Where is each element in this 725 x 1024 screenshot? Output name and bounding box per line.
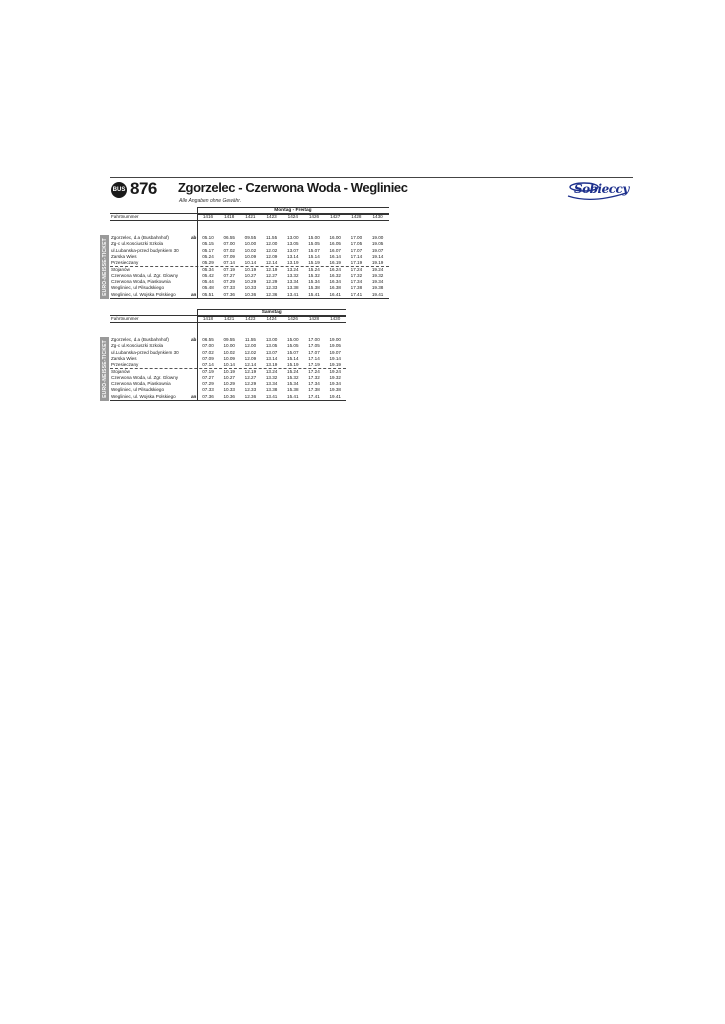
departure-time: 15.38 xyxy=(287,387,299,393)
day-header: Montag - Freitag xyxy=(197,207,389,215)
departure-time: 19.07 xyxy=(371,247,384,253)
departure-time: 17.00 xyxy=(308,337,320,342)
departure-time: 13.41 xyxy=(265,393,278,399)
departure-time: 06.55 xyxy=(202,337,214,342)
departure-time: 17.34 xyxy=(350,279,363,285)
departure-time: 19.14 xyxy=(371,253,384,259)
departure-time: 07.19 xyxy=(223,266,235,272)
departure-time: 17.38 xyxy=(350,285,363,291)
departure-time: 12.19 xyxy=(244,368,257,374)
stop-name: Czerwona Woda, ul. Zgr. Glowny xyxy=(111,272,179,278)
trip-number: 1427 xyxy=(330,214,341,219)
departure-time: 12.14 xyxy=(265,260,278,266)
departure-time: 17.32 xyxy=(350,272,363,278)
departure-time: 16.38 xyxy=(329,285,341,291)
departure-time: 12.00 xyxy=(244,343,257,349)
departure-time: 19.38 xyxy=(329,387,341,393)
departure-time: 10.00 xyxy=(244,241,257,247)
departure-time: 19.07 xyxy=(329,349,341,355)
departure-time: 19.34 xyxy=(329,381,341,387)
departure-time: 15.14 xyxy=(287,355,299,361)
departure-time: 12.29 xyxy=(244,381,257,387)
departure-time: 13.38 xyxy=(265,387,278,393)
departure-time: 07.00 xyxy=(202,343,214,349)
departure-time: 10.19 xyxy=(223,368,235,374)
stop-name: Wegliniec, ul Pilsudskiego xyxy=(111,387,165,393)
departure-time: 10.36 xyxy=(244,291,257,297)
departure-time: 05.48 xyxy=(202,285,214,291)
stop-name: Czerwona Woda, Piaskownia xyxy=(111,381,171,387)
departure-time: 10.27 xyxy=(223,374,235,380)
departure-time: 17.34 xyxy=(308,381,320,387)
departure-time: 15.41 xyxy=(287,393,299,399)
departure-time: 05.24 xyxy=(202,253,214,259)
departure-time: 12.27 xyxy=(265,272,278,278)
departure-time: 05.15 xyxy=(202,241,214,247)
departure-time: 10.27 xyxy=(244,272,257,278)
departure-time: 16.05 xyxy=(329,241,341,247)
departure-time: 07.36 xyxy=(223,291,235,297)
departure-time: 12.29 xyxy=(265,279,278,285)
departure-time: 05.34 xyxy=(202,266,214,272)
departure-time: 13.38 xyxy=(287,285,299,291)
departure-time: 19.24 xyxy=(329,368,341,374)
trip-number-row xyxy=(110,213,389,221)
departure-time: 15.41 xyxy=(308,291,320,297)
ticket-validity-bar xyxy=(100,235,109,299)
departure-time: 12.33 xyxy=(265,285,278,291)
trip-number: 1423 xyxy=(245,316,256,321)
column-divider xyxy=(197,327,198,400)
departure-time: 19.19 xyxy=(371,260,384,266)
departure-time: 11.55 xyxy=(266,235,278,240)
departure-time: 10.29 xyxy=(244,279,257,285)
departure-time: 19.32 xyxy=(329,374,341,380)
departure-time: 17.14 xyxy=(308,355,320,361)
departure-time: 17.07 xyxy=(308,349,320,355)
stop-direction-mark: ab xyxy=(191,235,197,240)
departure-time: 07.14 xyxy=(202,362,214,368)
departure-time: 13.00 xyxy=(287,235,299,240)
departure-time: 19.34 xyxy=(371,279,384,285)
trip-number-row xyxy=(110,315,346,323)
departure-time: 05.51 xyxy=(202,291,214,297)
departure-time: 17.24 xyxy=(350,266,363,272)
departure-time: 12.09 xyxy=(244,355,257,361)
departure-time: 15.32 xyxy=(308,272,320,278)
trip-number: 1421 xyxy=(224,316,235,321)
departure-time: 15.00 xyxy=(308,235,320,240)
trip-number: 1421 xyxy=(245,214,256,219)
departure-time: 15.24 xyxy=(308,266,320,272)
ticket-validity-label: EURO-NEISSE-TICKET xyxy=(101,238,108,296)
stop-name: Czerwona Woda, Piaskownia xyxy=(111,279,171,285)
departure-time: 07.27 xyxy=(202,374,214,380)
stop-name: Stojanów xyxy=(111,368,130,374)
departure-time: 07.00 xyxy=(223,241,235,247)
departure-time: 19.05 xyxy=(371,241,384,247)
departure-time: 17.05 xyxy=(350,241,363,247)
ticket-validity-bar xyxy=(100,337,109,401)
departure-time: 06.55 xyxy=(223,235,235,240)
stop-direction-mark: an xyxy=(191,393,197,399)
departure-time: 17.00 xyxy=(350,235,363,240)
stop-name: Zg-c ul.Kosciuszki Szkola xyxy=(111,241,164,247)
trip-number: 1428 xyxy=(351,214,362,219)
departure-time: 15.38 xyxy=(308,285,320,291)
line-number: 876 xyxy=(130,179,157,198)
stop-direction-mark: ab xyxy=(191,337,197,342)
departure-time: 19.19 xyxy=(329,362,341,368)
stop-name: Zarska Wies xyxy=(111,355,137,361)
departure-time: 13.14 xyxy=(287,253,299,259)
departure-time: 13.00 xyxy=(265,337,278,342)
departure-time: 10.02 xyxy=(223,349,235,355)
departure-time: 15.19 xyxy=(287,362,299,368)
departure-time: 19.00 xyxy=(329,337,341,342)
departure-time: 13.24 xyxy=(265,368,278,374)
departure-time: 12.14 xyxy=(244,362,257,368)
trip-number: 1424 xyxy=(266,316,277,321)
departure-time: 13.34 xyxy=(287,279,299,285)
departure-time: 17.24 xyxy=(308,368,320,374)
departure-time: 15.07 xyxy=(308,247,320,253)
stop-name: Zgorzelec, d.a (Busbahnhof) xyxy=(111,235,169,240)
departure-time: 15.19 xyxy=(308,260,320,266)
stop-name: Wegliniec, ul Pilsudskiego xyxy=(111,285,165,291)
departure-time: 17.41 xyxy=(350,291,363,297)
departure-time: 12.19 xyxy=(265,266,278,272)
departure-time: 16.41 xyxy=(329,291,341,297)
departure-time: 16.19 xyxy=(329,260,341,266)
departure-time: 10.36 xyxy=(223,393,235,399)
day-header: Samstag xyxy=(197,309,346,317)
trip-number: 1416 xyxy=(202,214,214,219)
departure-time: 13.19 xyxy=(265,362,278,368)
departure-time: 19.00 xyxy=(371,235,384,240)
departure-time: 13.14 xyxy=(265,355,278,361)
trip-number: 1428 xyxy=(308,316,320,321)
departure-time: 19.32 xyxy=(371,272,384,278)
departure-time: 10.02 xyxy=(244,247,257,253)
departure-time: 13.34 xyxy=(265,381,278,387)
departure-time: 12.09 xyxy=(265,253,278,259)
departure-time: 12.02 xyxy=(265,247,278,253)
departure-time: 15.07 xyxy=(287,349,299,355)
departure-time: 05.29 xyxy=(202,260,214,266)
stop-name: ul.Lubanska-przed budynkiem 30 xyxy=(111,247,179,253)
departure-time: 19.38 xyxy=(371,285,384,291)
departure-time: 12.36 xyxy=(265,291,278,297)
departure-time: 07.02 xyxy=(202,349,214,355)
departure-time: 10.00 xyxy=(223,343,235,349)
departure-time: 17.19 xyxy=(308,362,320,368)
departure-time: 10.29 xyxy=(223,381,235,387)
departure-time: 13.32 xyxy=(265,374,278,380)
departure-time: 17.05 xyxy=(308,343,320,349)
departure-time: 07.36 xyxy=(202,393,214,399)
departure-time: 15.14 xyxy=(308,253,320,259)
departure-time: 13.41 xyxy=(287,291,299,297)
stop-name: Wegliniec, ul. Wojska Polskiego xyxy=(111,393,176,399)
departure-time: 19.41 xyxy=(329,393,341,399)
table-bottom-rule xyxy=(110,400,346,401)
stop-name: Zgorzelec, d.a (Busbahnhof) xyxy=(111,337,169,342)
trip-number: 1418 xyxy=(202,316,214,321)
departure-time: 16.07 xyxy=(329,247,341,253)
departure-time: 17.32 xyxy=(308,374,320,380)
stop-name: Stojanów xyxy=(111,266,130,272)
departure-time: 16.34 xyxy=(329,279,341,285)
trip-number: 1423 xyxy=(266,214,277,219)
departure-time: 07.33 xyxy=(202,387,214,393)
departure-time: 13.05 xyxy=(287,241,299,247)
stop-name: Wegliniec, ul. Wojska Polskiego xyxy=(111,291,176,297)
departure-time: 13.07 xyxy=(265,349,278,355)
ticket-validity-label: EURO-NEISSE-TICKET xyxy=(101,340,108,398)
departure-time: 12.33 xyxy=(244,387,257,393)
departure-time: 17.07 xyxy=(350,247,363,253)
departure-time: 07.29 xyxy=(223,279,235,285)
departure-time: 10.14 xyxy=(223,362,235,368)
departure-time: 07.33 xyxy=(223,285,235,291)
trip-number: 1418 xyxy=(224,214,235,219)
departure-time: 11.55 xyxy=(244,337,256,342)
disclaimer: Alle Angaben ohne Gewähr. xyxy=(179,198,242,204)
departure-time: 17.14 xyxy=(350,253,363,259)
departure-time: 15.34 xyxy=(287,381,299,387)
trip-number: 1426 xyxy=(308,214,320,219)
column-divider xyxy=(197,225,198,298)
departure-time: 16.00 xyxy=(329,235,341,240)
departure-time: 10.33 xyxy=(223,387,235,393)
stop-name: ul.Lubanska-przed budynkiem 30 xyxy=(111,349,179,355)
stop-name: Zarska Wies xyxy=(111,253,137,259)
trip-number: 1424 xyxy=(287,214,298,219)
stop-name: Przesieczany xyxy=(111,260,139,266)
departure-time: 13.07 xyxy=(287,247,299,253)
departure-time: 19.05 xyxy=(329,343,341,349)
departure-time: 10.33 xyxy=(244,285,257,291)
departure-time: 05.44 xyxy=(202,279,214,285)
departure-time: 15.00 xyxy=(287,337,299,342)
departure-time: 13.32 xyxy=(287,272,299,278)
departure-time: 17.41 xyxy=(308,393,320,399)
route-title: Zgorzelec - Czerwona Woda - Wegliniec xyxy=(178,180,408,195)
departure-time: 13.24 xyxy=(287,266,299,272)
departure-time: 12.27 xyxy=(244,374,257,380)
departure-time: 19.41 xyxy=(371,291,384,297)
departure-time: 15.34 xyxy=(308,279,320,285)
departure-time: 16.24 xyxy=(329,266,341,272)
header-rule xyxy=(110,177,633,178)
trip-number: 1426 xyxy=(287,316,298,321)
departure-time: 19.14 xyxy=(329,355,341,361)
trip-number-label: Fahrtnummer xyxy=(111,316,139,321)
stop-name: Czerwona Woda, ul. Zgr. Glowny xyxy=(111,374,179,380)
departure-time: 15.24 xyxy=(287,368,299,374)
stop-name: Zg-c ul.Kosciuszki Szkola xyxy=(111,343,164,349)
departure-time: 19.24 xyxy=(371,266,384,272)
stop-direction-mark: an xyxy=(191,291,197,297)
departure-time: 07.27 xyxy=(223,272,235,278)
bus-icon: BUS xyxy=(111,182,127,198)
departure-time: 12.00 xyxy=(265,241,278,247)
departure-time: 17.38 xyxy=(308,387,320,393)
departure-time: 10.14 xyxy=(244,260,257,266)
departure-time: 07.02 xyxy=(223,247,235,253)
departure-time: 15.05 xyxy=(287,343,299,349)
departure-time: 10.19 xyxy=(244,266,257,272)
departure-time: 07.09 xyxy=(202,355,214,361)
departure-time: 12.02 xyxy=(244,349,257,355)
operator-logo-text: Sobieccy xyxy=(574,182,629,196)
trip-number-label: Fahrtnummer xyxy=(111,214,139,219)
table-bottom-rule xyxy=(110,298,389,299)
departure-time: 10.09 xyxy=(223,355,235,361)
trip-number: 1430 xyxy=(372,214,383,219)
departure-time: 15.32 xyxy=(287,374,299,380)
departure-time: 13.05 xyxy=(265,343,278,349)
departure-time: 10.09 xyxy=(244,253,257,259)
stop-name: Przesieczany xyxy=(111,362,139,368)
departure-time: 05.10 xyxy=(202,235,214,240)
departure-time: 05.42 xyxy=(202,272,214,278)
departure-time: 07.09 xyxy=(223,253,235,259)
departure-time: 17.19 xyxy=(350,260,363,266)
departure-time: 09.55 xyxy=(244,235,257,240)
departure-time: 12.36 xyxy=(244,393,257,399)
departure-time: 09.55 xyxy=(223,337,235,342)
departure-time: 16.32 xyxy=(329,272,341,278)
departure-time: 15.05 xyxy=(308,241,320,247)
departure-time: 07.29 xyxy=(202,381,214,387)
departure-time: 07.19 xyxy=(202,368,214,374)
departure-time: 05.17 xyxy=(202,247,214,253)
departure-time: 07.14 xyxy=(223,260,235,266)
departure-time: 16.14 xyxy=(329,253,341,259)
trip-number: 1430 xyxy=(330,316,341,321)
departure-time: 13.19 xyxy=(287,260,299,266)
